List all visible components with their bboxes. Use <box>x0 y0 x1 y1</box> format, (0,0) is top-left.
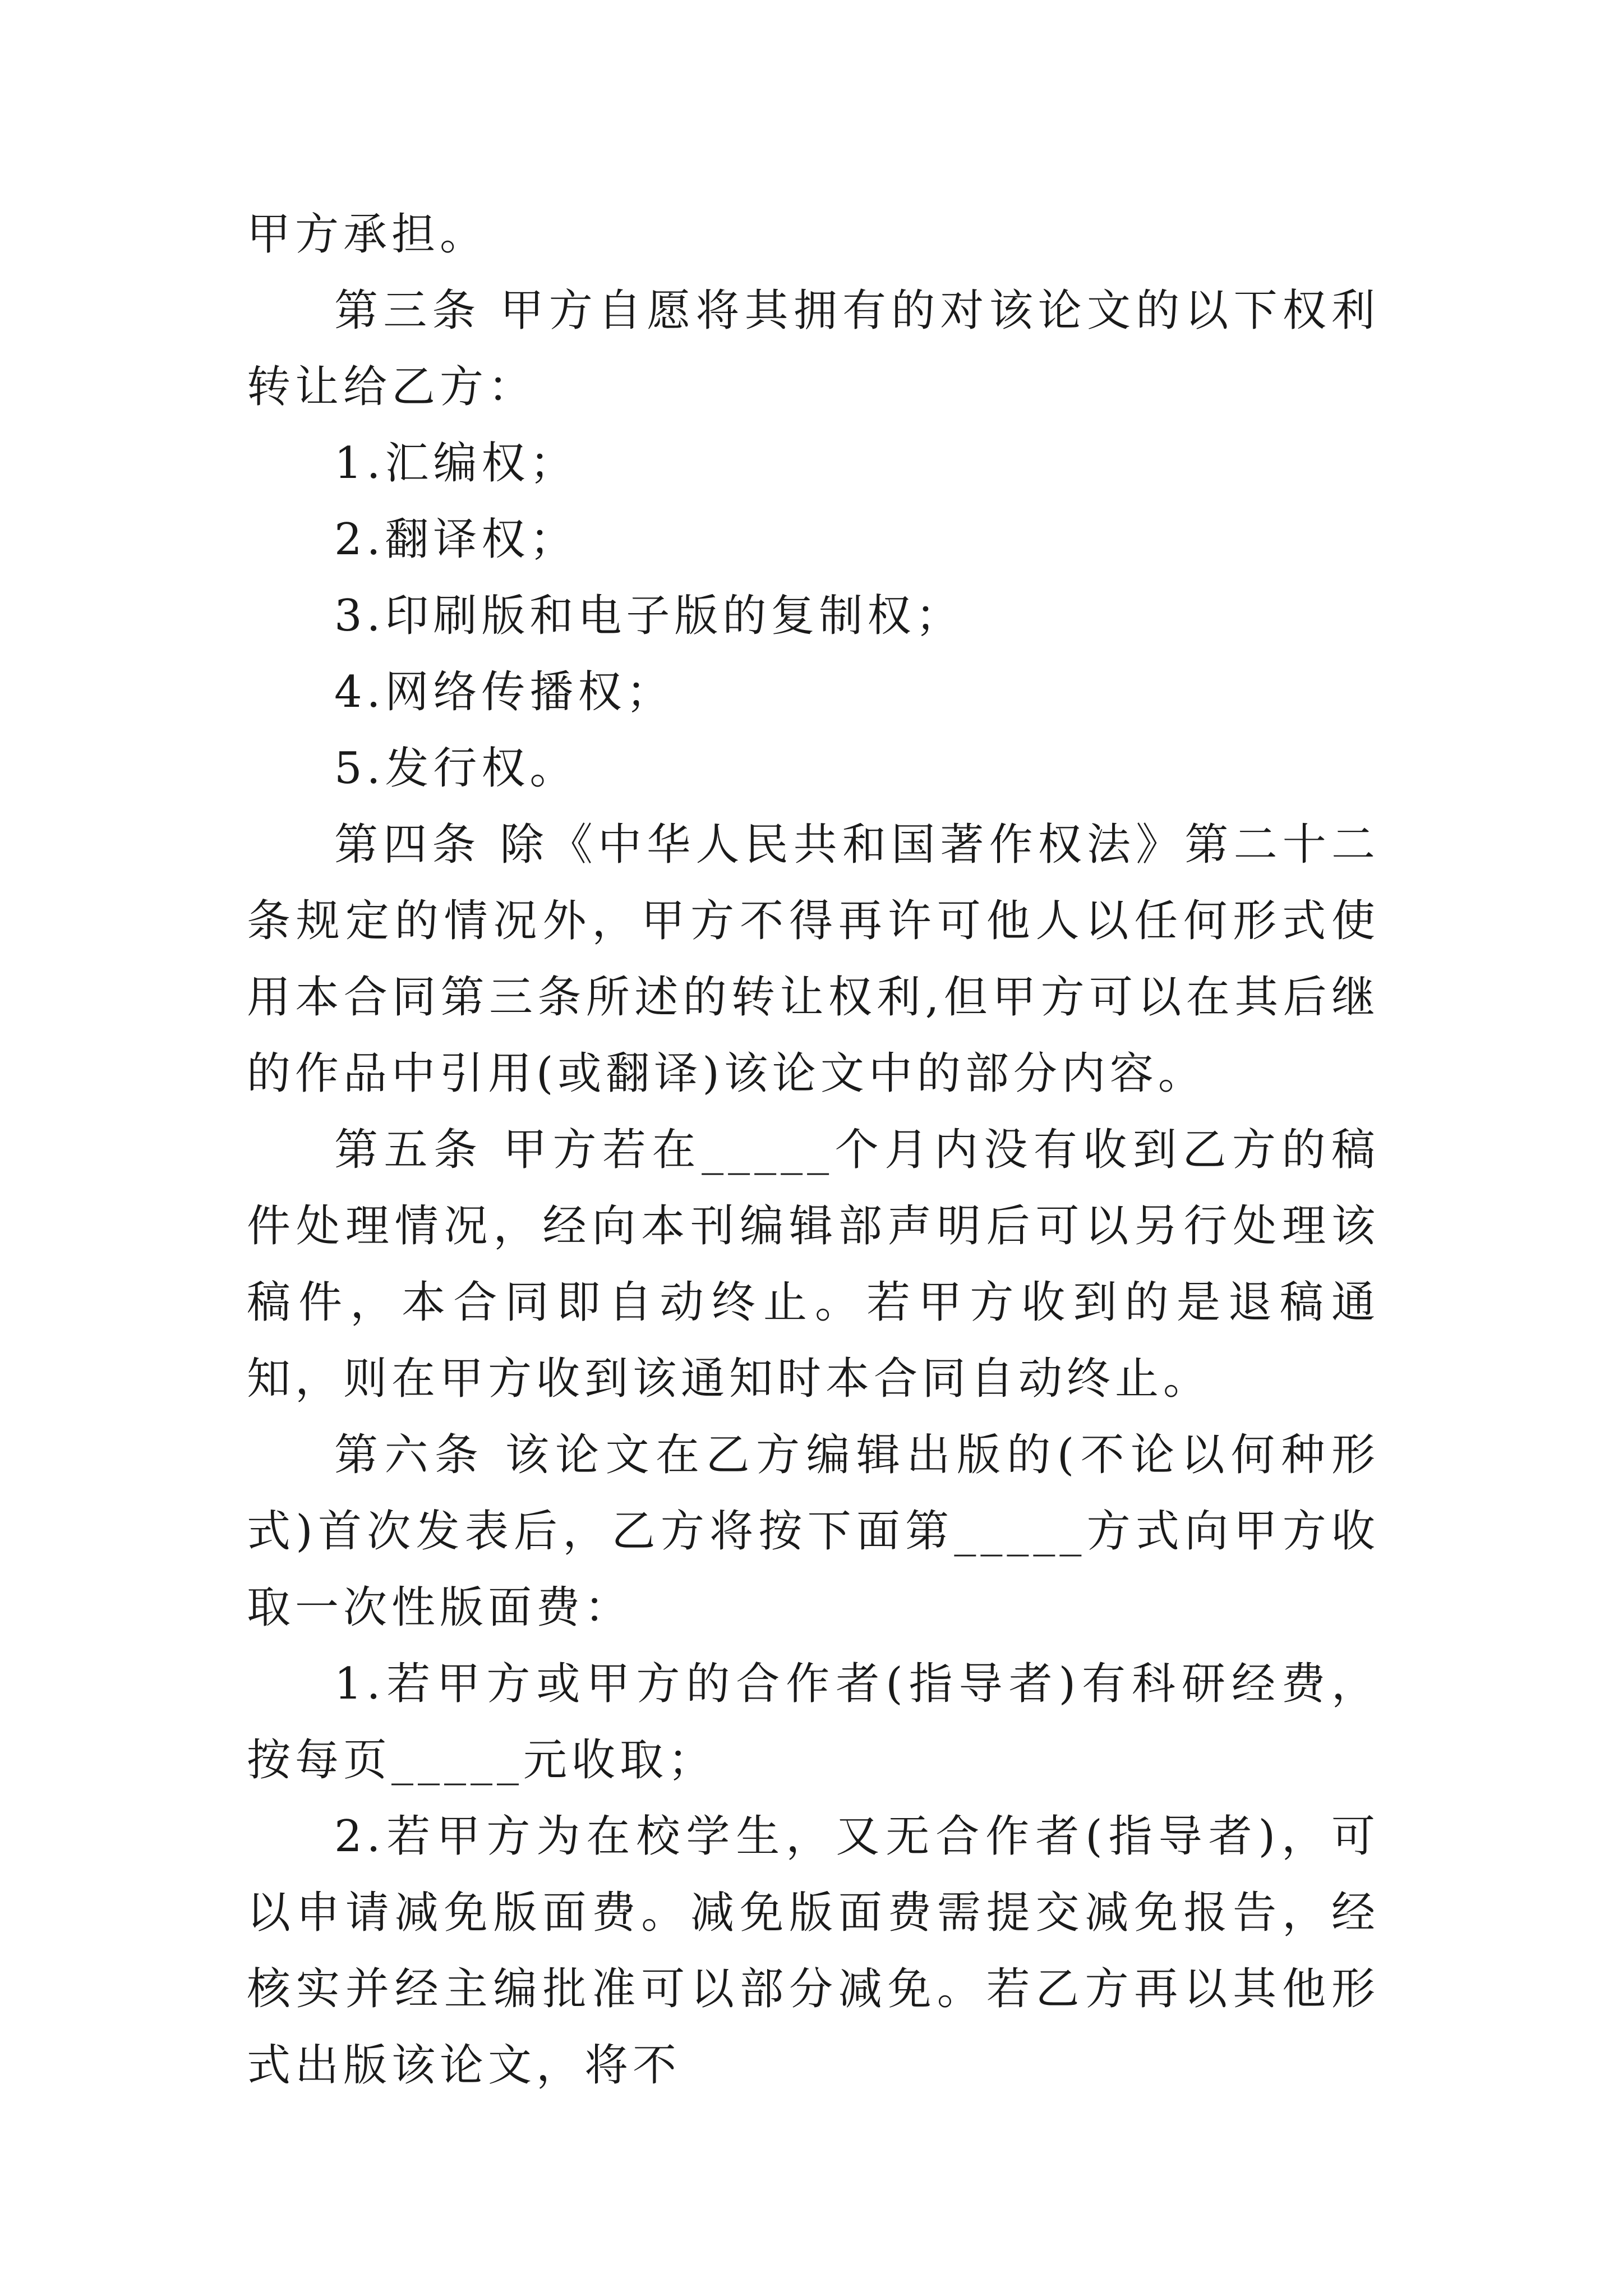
list-item-fee-option-2: 2.若甲方为在校学生，又无合作者(指导者)，可以申请减免版面费。减免版面费需提交减免报告，经核实并经主编批准可以部分减免。若乙方再以其他形式出版该论文，将不 <box>247 1811 1380 2091</box>
list-item-distribution-right: 5.发行权。 <box>334 743 578 794</box>
paragraph-article-5: 第五条 甲方若在_____个月内没有收到乙方的稿件处理情况，经向本刊编辑部声明后可以另行处理该稿件，本合同即自动终止。若甲方收到的是退稿通知，则在甲方收到该通知时本合同自动终止。 <box>247 1125 1380 1404</box>
list-item-compilation-right: 1.汇编权； <box>334 438 578 489</box>
list-item-translation-right: 2.翻译权； <box>334 514 578 565</box>
paragraph-article-3: 第三条 甲方自愿将其拥有的对该论文的以下权利转让给乙方： <box>247 286 1380 412</box>
paragraph-article-6: 第六条 该论文在乙方编辑出版的(不论以何种形式)首次发表后，乙方将按下面第_____方式向甲方收取一次性版面费： <box>247 1430 1380 1633</box>
paragraph-continuation: 甲方承担。 <box>247 209 488 260</box>
document-body <box>247 196 1380 2104</box>
list-item-network-right: 4.网络传播权； <box>334 667 675 717</box>
list-item-reproduction-right: 3.印刷版和电子版的复制权； <box>334 591 964 641</box>
paragraph-article-4: 第四条 除《中华人民共和国著作权法》第二十二条规定的情况外，甲方不得再许可他人以任何形式使用本合同第三条所述的转让权利,但甲方可以在其后继的作品中引用(或翻译)该论文中的部分内容。 <box>247 820 1380 1099</box>
list-item-fee-option-1: 1.若甲方或甲方的合作者(指导者)有科研经费，按每页_____元收取； <box>247 1659 1380 1786</box>
